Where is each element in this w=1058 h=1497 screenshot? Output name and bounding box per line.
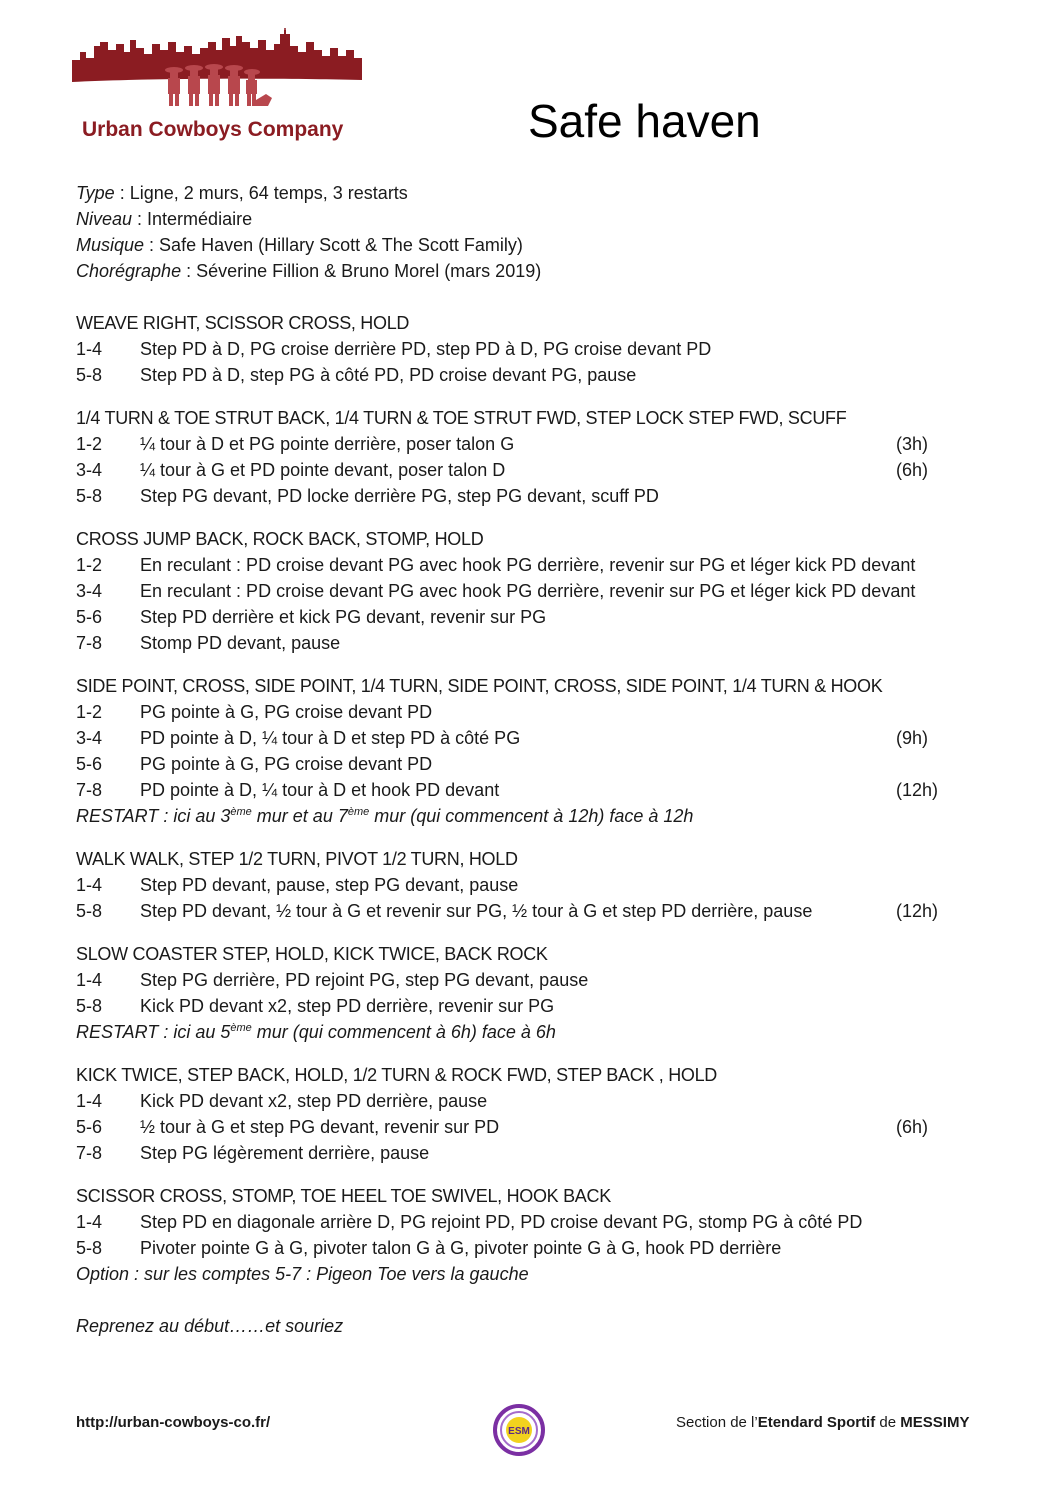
footer-url[interactable]: http://urban-cowboys-co.fr/ [76,1414,271,1431]
step-description: ¼ tour à D et PG pointe derrière, poser talon G [140,434,515,454]
step-description: Stomp PD devant, pause [140,633,341,653]
step-section [76,526,976,656]
step-row [76,1235,976,1261]
step-section [76,1183,976,1287]
info-type [76,180,541,206]
step-row [76,336,976,362]
step-row [76,898,976,924]
step-count: 5-8 [76,486,103,506]
step-count: 5-8 [76,365,103,385]
step-description: Pivoter pointe G à G, pivoter talon G à G, pivoter pointe G à G, hook PD derrière [140,1238,782,1258]
restart-note [76,1019,976,1045]
step-row [76,1140,976,1166]
step-description: Step PD devant, ½ tour à G et revenir sur PG, ½ tour à G et step PD derrière, pause [140,901,813,921]
step-section [76,310,976,388]
step-row [76,630,976,656]
step-section [76,941,976,1045]
step-count: 1-4 [76,970,103,990]
footer-section-city: MESSIMY [900,1414,970,1431]
step-description: Step PG légèrement derrière, pause [140,1143,430,1163]
step-description: Step PD en diagonale arrière D, PG rejoint PD, PD croise devant PG, stomp PG à côté PD [140,1212,863,1232]
step-sections [76,310,976,1304]
step-row [76,1088,976,1114]
footer-section-mid: de [875,1414,901,1431]
step-description: Step PD à D, PG croise derrière PD, step PD à D, PG croise devant PD [140,339,712,359]
step-description: Step PD à D, step PG à côté PD, PD croise devant PG, pause [140,365,637,385]
step-row [76,1114,976,1140]
step-count: 7-8 [76,780,103,800]
step-row [76,457,976,483]
info-music [76,232,541,258]
step-description: PG pointe à G, PG croise devant PD [140,702,433,722]
step-section [76,405,976,509]
note-text: RESTART : ici au 3 [76,806,231,826]
step-count: 1-4 [76,339,103,359]
step-wall: (3h) [896,434,929,454]
step-wall: (6h) [896,1117,929,1137]
step-description: En reculant : PD croise devant PG avec hook PG derrière, revenir sur PG et léger kick PD devant [140,581,916,601]
step-description: PG pointe à G, PG croise devant PD [140,754,433,774]
section-title: SLOW COASTER STEP, HOLD, KICK TWICE, BACK ROCK [76,944,548,964]
esm-logo [491,1402,547,1458]
step-description: ¼ tour à G et PD pointe devant, poser talon D [140,460,506,480]
step-row [76,362,976,388]
page-title: Safe haven [528,95,761,147]
step-count: 7-8 [76,1143,103,1163]
info-key: Niveau [76,209,133,229]
step-section [76,846,976,924]
section-title: KICK TWICE, STEP BACK, HOLD, 1/2 TURN & ROCK FWD, STEP BACK , HOLD [76,1065,718,1085]
footer-section [676,1414,969,1431]
section-title: WEAVE RIGHT, SCISSOR CROSS, HOLD [76,313,410,333]
step-count: 5-8 [76,996,103,1016]
step-description: PD pointe à D, ¼ tour à D et hook PD devant [140,780,500,800]
restart-note [76,1261,976,1287]
dance-info [76,180,541,284]
step-count: 5-6 [76,754,103,774]
note-text: RESTART : ici au 5 [76,1022,231,1042]
step-count: 1-4 [76,875,103,895]
step-row [76,993,976,1019]
step-row [76,751,976,777]
step-row [76,777,976,803]
info-key: Type [76,183,115,203]
note-text: Option : sur les comptes 5-7 : Pigeon Toe vers la gauche [76,1264,529,1284]
city-skyline-cowboys-logo-icon [70,28,365,108]
step-row [76,483,976,509]
step-wall: (6h) [896,460,929,480]
step-description: Kick PD devant x2, step PD derrière, revenir sur PG [140,996,555,1016]
note-superscript: ème [230,1022,252,1034]
step-count: 3-4 [76,728,103,748]
info-value: : Séverine Fillion & Bruno Morel (mars 2019) [181,261,542,281]
info-level [76,206,541,232]
note-superscript: ème [230,806,252,818]
step-count: 1-4 [76,1091,103,1111]
step-row [76,431,976,457]
esm-logo-text: ESM [508,1426,530,1437]
step-description: Step PG derrière, PD rejoint PG, step PG devant, pause [140,970,589,990]
section-title: 1/4 TURN & TOE STRUT BACK, 1/4 TURN & TOE STRUT FWD, STEP LOCK STEP FWD, SCUFF [76,408,847,428]
step-description: Step PG devant, PD locke derrière PG, step PG devant, scuff PD [140,486,659,506]
step-row [76,1209,976,1235]
step-count: 1-2 [76,555,103,575]
footer-section-prefix: Section de l’ [676,1414,758,1431]
step-row [76,699,976,725]
step-count: 1-2 [76,702,103,722]
step-description: ½ tour à G et step PG devant, revenir sur PD [140,1117,500,1137]
step-count: 5-6 [76,1117,103,1137]
section-title: CROSS JUMP BACK, ROCK BACK, STOMP, HOLD [76,529,484,549]
step-description: Step PD devant, pause, step PG devant, pause [140,875,519,895]
step-count: 5-8 [76,1238,103,1258]
step-row [76,552,976,578]
esm-logo-icon [491,1402,547,1458]
note-text: mur (qui commencent à 6h) face à 6h [251,1022,556,1042]
step-description: Step PD derrière et kick PG devant, revenir sur PG [140,607,547,627]
step-row [76,872,976,898]
step-row [76,725,976,751]
step-description: PD pointe à D, ¼ tour à D et step PD à côté PG [140,728,521,748]
step-section [76,673,976,829]
section-title: SCISSOR CROSS, STOMP, TOE HEEL TOE SWIVEL, HOOK BACK [76,1186,611,1206]
step-row [76,967,976,993]
closing-note: Reprenez au début……et souriez [76,1316,344,1336]
info-value: : Intermédiaire [132,209,253,229]
info-value: : Safe Haven (Hillary Scott & The Scott Family) [144,235,523,255]
step-wall: (12h) [896,780,939,800]
step-wall: (12h) [896,901,939,921]
section-title: WALK WALK, STEP 1/2 TURN, PIVOT 1/2 TURN, HOLD [76,849,518,869]
note-text: mur et au 7 [251,806,348,826]
step-count: 1-4 [76,1212,103,1232]
step-count: 1-2 [76,434,103,454]
step-count: 5-8 [76,901,103,921]
note-text: mur (qui commencent à 12h) face à 12h [369,806,694,826]
step-row [76,604,976,630]
step-count: 3-4 [76,460,103,480]
step-row [76,578,976,604]
step-count: 5-6 [76,607,103,627]
info-key: Chorégraphe [76,261,182,281]
step-wall: (9h) [896,728,929,748]
info-choreographer [76,258,541,284]
note-superscript: ème [347,806,370,818]
company-name: Urban Cowboys Company [82,118,344,141]
footer-section-bold: Etendard Sportif [757,1414,876,1431]
step-description: En reculant : PD croise devant PG avec hook PG derrière, revenir sur PG et léger kick PD devant [140,555,916,575]
step-section [76,1062,976,1166]
info-key: Musique [76,235,145,255]
info-value: : Ligne, 2 murs, 64 temps, 3 restarts [114,183,408,203]
step-count: 3-4 [76,581,103,601]
section-title: SIDE POINT, CROSS, SIDE POINT, 1/4 TURN, SIDE POINT, CROSS, SIDE POINT, 1/4 TURN & HOOK [76,676,883,696]
step-count: 7-8 [76,633,103,653]
restart-note [76,803,976,829]
step-description: Kick PD devant x2, step PD derrière, pause [140,1091,488,1111]
